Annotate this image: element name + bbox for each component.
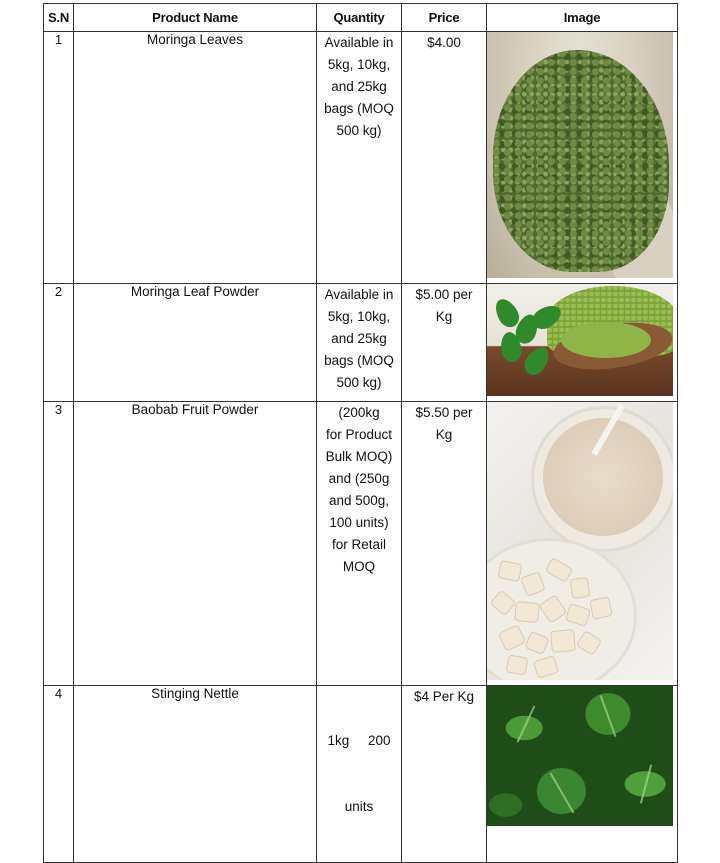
row-price [402,402,487,686]
table-row [44,284,678,402]
price-line: $4.00 [427,35,461,50]
row-sn: 4 [44,686,74,863]
row-sn: 2 [44,284,74,402]
quantity-line: 500 kg) [336,375,382,390]
quantity-line: 5kg, 10kg, [327,309,391,324]
header-quantity: Quantity [317,4,402,32]
quantity-line: and 25kg [331,79,387,94]
quantity-line: for Retail [331,537,387,552]
quantity-line: bags (MOQ [324,101,394,116]
row-product-name: Moringa Leaf Powder [74,284,317,402]
row-product-name: Stinging Nettle [74,686,317,863]
quantity-line: and 500g, [328,493,390,508]
row-image-cell [487,32,678,284]
row-sn: 1 [44,32,74,284]
row-quantity [317,686,402,863]
row-sn: 3 [44,402,74,686]
table-row [44,686,678,863]
header-price: Price [402,4,487,32]
header-sn: S.N [44,4,74,32]
quantity-line: and 25kg [331,331,387,346]
table-row [44,32,678,284]
header-image: Image [487,4,678,32]
quantity-line: 1kg 200 [327,733,391,748]
quantity-line: Available in [324,35,394,50]
row-quantity [317,32,402,284]
baobab-powder-bowls-photo [487,402,673,680]
row-price [402,284,487,402]
row-quantity [317,284,402,402]
product-table [43,3,678,863]
quantity-line: Bulk MOQ) [325,449,393,464]
row-quantity [317,402,402,686]
quantity-line: for Product [325,427,393,442]
row-price [402,32,487,284]
quantity-line: 500 kg) [336,123,382,138]
header-row [44,4,678,32]
row-price [402,686,487,863]
price-line: $5.00 per [415,287,473,302]
stinging-nettle-plants-photo [487,686,673,826]
quantity-line: units [344,799,374,814]
moringa-powder-spoon-photo [487,284,673,396]
row-product-name: Baobab Fruit Powder [74,402,317,686]
moringa-leaves-sack-photo [487,32,673,278]
row-image-cell [487,284,678,402]
quantity-line: (200kg [338,405,380,420]
table-row [44,402,678,686]
quantity-line: 100 units) [329,515,389,530]
price-line: Kg [435,309,453,324]
quantity-line: and (250g [328,471,390,486]
price-line: $5.50 per [415,405,473,420]
quantity-line: 5kg, 10kg, [327,57,391,72]
row-product-name: Moringa Leaves [74,32,317,284]
header-product-name: Product Name [74,4,317,32]
row-image-cell [487,686,678,863]
row-image-cell [487,402,678,686]
price-line: $4 Per Kg [413,689,475,704]
quantity-line: bags (MOQ [324,353,394,368]
quantity-line: Available in [324,287,394,302]
price-line: Kg [435,427,453,442]
quantity-line: MOQ [342,559,376,574]
